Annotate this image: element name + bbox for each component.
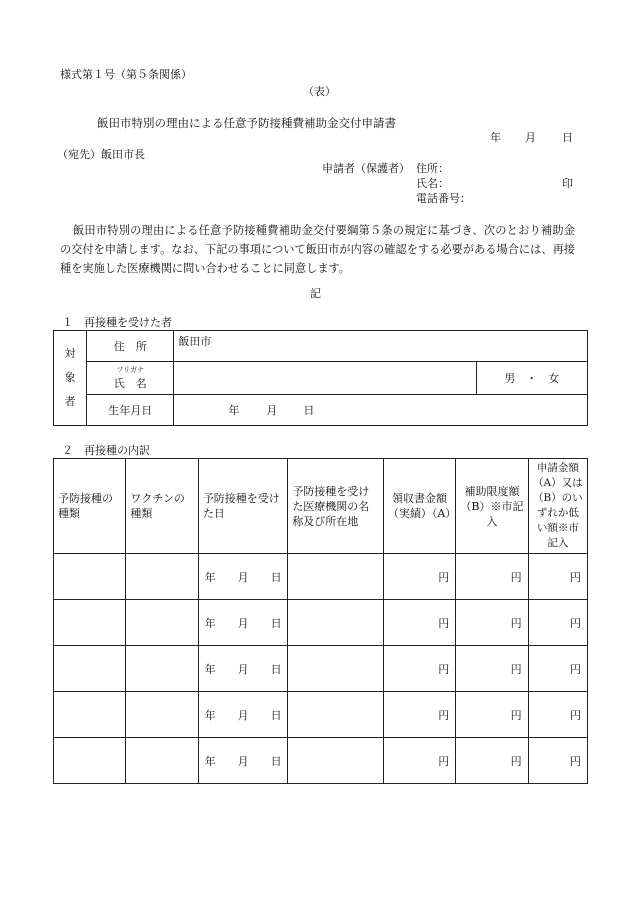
gender-options: 男 ・ 女 <box>504 372 560 385</box>
dob-label: 生年月日 <box>87 395 174 426</box>
date-cell[interactable]: 年 月 日 <box>198 646 288 692</box>
limit-cell[interactable]: 円 <box>456 738 528 784</box>
dob-field[interactable] <box>174 395 588 426</box>
applicant-name-label: 氏名： <box>416 177 449 190</box>
dob-month: 月 <box>266 404 278 417</box>
table-row <box>54 554 588 600</box>
limit-cell[interactable]: 円 <box>456 692 528 738</box>
header-limit-amount: 補助限度額（B）※市記入 <box>456 459 528 554</box>
limit-cell[interactable]: 円 <box>456 646 528 692</box>
address-value: 飯田市 <box>178 335 212 348</box>
type-cell[interactable] <box>54 554 126 600</box>
table-row <box>54 600 588 646</box>
facility-cell[interactable] <box>288 692 384 738</box>
applied-cell[interactable]: 円 <box>528 600 587 646</box>
applied-cell[interactable]: 円 <box>528 738 587 784</box>
date-cell[interactable]: 年 月 日 <box>198 692 288 738</box>
limit-cell[interactable]: 円 <box>456 600 528 646</box>
header-receipt-amount: 領収書金額（実績）（A） <box>383 459 455 554</box>
section2-heading: ２ 再接種の内訳 <box>62 444 150 457</box>
target-person-label: 対 象 者 <box>54 331 87 426</box>
date-cell[interactable]: 年 月 日 <box>198 600 288 646</box>
recipient-table <box>53 330 588 426</box>
body-paragraph: 飯田市特別の理由による任意予防接種費補助金交付要綱第５条の規定に基づき、次のとおり補助金の交付を申請します。なお、下記の事項について飯田市が内容の確認をする必要がある場合には、再接種を実施した医療機関に問い合わせることに同意します。 <box>60 224 575 275</box>
receipt-cell[interactable]: 円 <box>383 692 455 738</box>
applied-cell[interactable]: 円 <box>528 646 587 692</box>
header-vaccination-type: 予防接種の種類 <box>54 459 126 554</box>
vaccine-cell[interactable] <box>126 554 198 600</box>
type-cell[interactable] <box>54 692 126 738</box>
name-field[interactable] <box>174 362 476 395</box>
receipt-cell[interactable]: 円 <box>383 600 455 646</box>
receipt-cell[interactable]: 円 <box>383 646 455 692</box>
facility-cell[interactable] <box>288 554 384 600</box>
revaccination-table <box>53 458 588 784</box>
applied-cell[interactable]: 円 <box>528 692 587 738</box>
header-vaccine-type: ワクチンの種類 <box>126 459 198 554</box>
facility-cell[interactable] <box>288 646 384 692</box>
type-cell[interactable] <box>54 600 126 646</box>
ki-mark: 記 <box>310 287 321 300</box>
vaccine-cell[interactable] <box>126 692 198 738</box>
date-day: 日 <box>562 131 573 144</box>
type-cell[interactable] <box>54 738 126 784</box>
address-label: 住 所 <box>87 331 174 362</box>
applicant-role: 申請者（保護者） <box>322 162 410 175</box>
section1-heading: １ 再接種を受けた者 <box>62 316 172 329</box>
vaccine-cell[interactable] <box>126 600 198 646</box>
form-number: 様式第１号（第５条関係） <box>60 68 192 81</box>
table-row <box>54 646 588 692</box>
gender-field[interactable] <box>476 362 587 395</box>
applicant-address-label: 住所： <box>416 162 449 175</box>
address-field[interactable] <box>174 331 588 362</box>
facility-cell[interactable] <box>288 738 384 784</box>
side-label: （表） <box>303 85 336 98</box>
table-row <box>54 692 588 738</box>
header-vaccination-date: 予防接種を受けた日 <box>198 459 288 554</box>
limit-cell[interactable]: 円 <box>456 554 528 600</box>
date-cell[interactable]: 年 月 日 <box>198 738 288 784</box>
vaccine-cell[interactable] <box>126 646 198 692</box>
name-label-cell <box>87 362 174 395</box>
addressee: （宛先）飯田市長 <box>57 148 145 161</box>
receipt-cell[interactable]: 円 <box>383 738 455 784</box>
table-row <box>54 738 588 784</box>
receipt-cell[interactable]: 円 <box>383 554 455 600</box>
date-month: 月 <box>525 131 536 144</box>
applied-cell[interactable]: 円 <box>528 554 587 600</box>
name-label: 氏 名 <box>113 376 147 390</box>
vaccine-cell[interactable] <box>126 738 198 784</box>
header-applied-amount: 申請金額（A）又は（B）のいずれか低い額※市記入 <box>528 459 587 554</box>
seal-mark: 印 <box>562 177 573 190</box>
applicant-phone-label: 電話番号： <box>416 192 471 205</box>
dob-day: 日 <box>303 404 315 417</box>
header-facility: 予防接種を受けた医療機関の名称及び所在地 <box>288 459 384 554</box>
document-title: 飯田市特別の理由による任意予防接種費補助金交付申請書 <box>97 116 396 130</box>
furigana-label: フリガナ <box>116 365 145 374</box>
type-cell[interactable] <box>54 646 126 692</box>
facility-cell[interactable] <box>288 600 384 646</box>
date-year: 年 <box>490 131 501 144</box>
date-cell[interactable]: 年 月 日 <box>198 554 288 600</box>
dob-year: 年 <box>228 404 240 417</box>
